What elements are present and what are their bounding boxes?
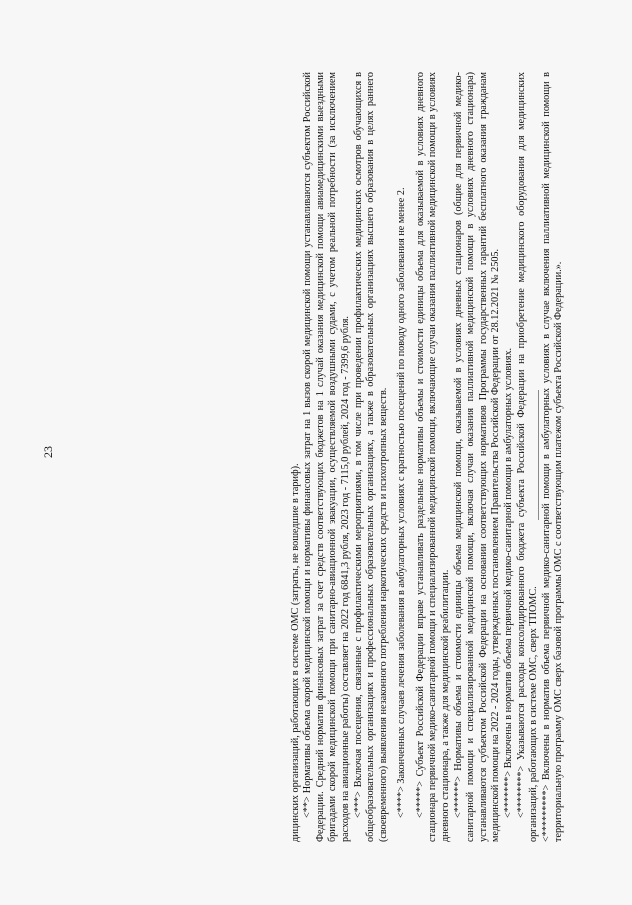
rotated-page-content <box>36 42 596 862</box>
footnote-paragraph: <**> Нормативы объема скорой медицинской помощи и нормативы финансовых затрат на 1 вызов скорой медицинской помощи устанавливаются субъектом Российской Федерации. Средний норматив финансовых затрат за счет средств соответствующих бюджетов на 1 случай оказания медицинской помощи авиамедицинскими выездными бригадами скорой медицинской помощи при санитарно-авиационной эвакуации, осуществляемой воздушными судами, с учетом реальной потребности (за исключением расходов на авиационные работы) составляет на 2022 год 6841,3 рубля, 2023 год - 7115,0 рублей, 2024 год - 7399,6 рубля. <box>302 72 351 842</box>
footnote-paragraph: дицинских организаций, работающих в системе ОМС (затраты, не вошедшие в тариф). <box>289 463 301 842</box>
footnote-paragraph: <*********> Включены в норматив объема первичной медико-санитарной помощи в амбулаторных условиях в случае включения паллиативной медицинской помощи в территориальную программу ОМС сверх базовой программы ОМС с соответствующим платежом субъекта Российской Федерации.». <box>540 72 565 842</box>
footnote-paragraph: <*******> Включены в норматив объема первичной медико-санитарной помощи в амбулаторных условиях. <box>503 347 515 818</box>
page-number: 23 <box>41 446 55 458</box>
footnote-paragraph: <********> Указываются расходы консолидированного бюджета субъекта Российской Федерации на приобретение медицинского оборудования для медицинских организаций, работающих в системе ОМС, сверх ТПОМС. <box>515 72 540 842</box>
footnote-paragraph: <*****> Субъект Российской Федерации вправе устанавливать раздельные нормативы объемы и стоимости единицы объема для оказываемой в условиях дневного стационара первичной медико-санитарной помощи и специализированной медицинской помощи, включающие случаи оказания паллиативной медицинской помощи в условиях дневного стационара, а также для медицинской реабилитации. <box>414 72 452 842</box>
footnotes-block <box>290 72 566 842</box>
footnote-paragraph: <****> Законченных случаев лечения заболевания в амбулаторных условиях с кратностью посещений по поводу одного заболевания не менее 2. <box>396 187 408 818</box>
footnote-paragraph: <******> Нормативы объема и стоимости единицы объема медицинской помощи, оказываемой в условиях дневных стационаров (общие для первичной медико-санитарной помощи и специализированной медицинской помощи, включая случаи оказания паллиативной медицинской помощи в условиях дневного стационара) устанавливаются субъектом Российской Федерации на основании соответствующих нормативов Программы государственных гарантий бесплатного оказания гражданам медицинской помощи на 2022 - 2024 годы, утвержденных постановлением Правительства Российской Федерации от 28.12.2021 № 2505. <box>452 72 502 842</box>
footnote-paragraph: <***> Включая посещения, связанные с профилактическими мероприятиями, в том числе при проведении профилактических медицинских осмотров обучающихся в общеобразовательных организациях и профессиональных образовательных организациях, а также в образовательных организациях высшего образования в целях раннего (своевременного) выявления незаконного потребления наркотических средств и психотропных веществ. <box>352 72 389 842</box>
